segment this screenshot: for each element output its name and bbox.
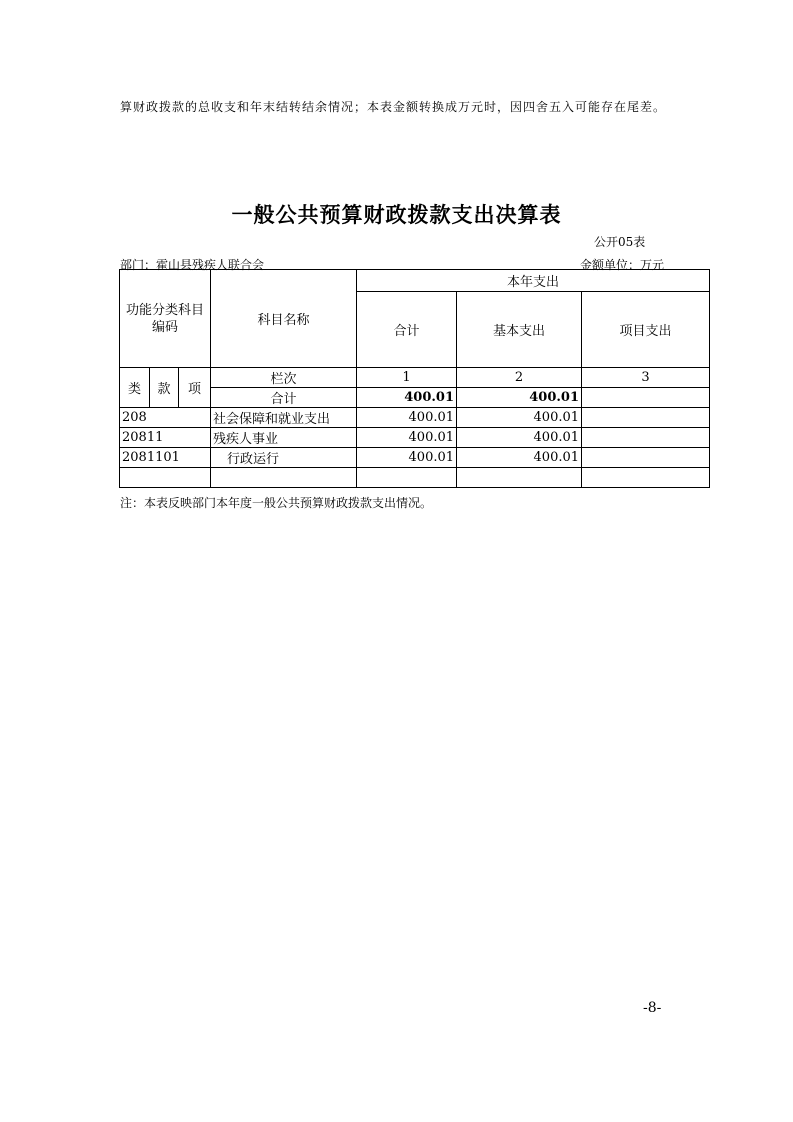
row-total: 400.01 <box>357 428 457 448</box>
row-basic: 400.01 <box>457 428 582 448</box>
row-project <box>582 448 710 468</box>
column-number-3: 3 <box>582 368 710 388</box>
column-number-2: 2 <box>457 368 582 388</box>
header-subject-name: 科目名称 <box>211 270 357 368</box>
form-number: 公开05表 <box>594 235 646 249</box>
header-lei: 类 <box>120 368 150 408</box>
total-label: 合计 <box>211 388 357 408</box>
total-basic-value: 400.01 <box>457 388 582 408</box>
column-number-1: 1 <box>357 368 457 388</box>
table-row <box>120 428 710 448</box>
row-name: 行政运行 <box>211 448 357 468</box>
header-basic: 基本支出 <box>457 292 582 368</box>
header-total: 合计 <box>357 292 457 368</box>
expenditure-table <box>119 269 710 488</box>
department-label: 部门：霍山县残疾人联合会 <box>120 258 265 272</box>
header-lanci: 栏次 <box>211 368 357 388</box>
table-footnote: 注：本表反映部门本年度一般公共预算财政拨款支出情况。 <box>120 496 433 510</box>
header-project: 项目支出 <box>582 292 710 368</box>
row-basic: 400.01 <box>457 408 582 428</box>
top-note: 算财政拨款的总收支和年末结转结余情况；本表金额转换成万元时，因四舍五入可能存在尾差。 <box>120 100 667 114</box>
row-total: 400.01 <box>357 408 457 428</box>
page-title: 一般公共预算财政拨款支出决算表 <box>231 203 562 227</box>
header-kuan: 款 <box>150 368 179 408</box>
row-basic: 400.01 <box>457 448 582 468</box>
row-code: 208 <box>120 408 211 428</box>
header-current-year: 本年支出 <box>357 270 710 292</box>
total-project-value <box>582 388 710 408</box>
row-project <box>582 408 710 428</box>
header-xiang: 项 <box>179 368 211 408</box>
table-row <box>120 448 710 468</box>
row-code: 20811 <box>120 428 211 448</box>
total-value: 400.01 <box>357 388 457 408</box>
row-code: 2081101 <box>120 448 211 468</box>
row-name: 社会保障和就业支出 <box>211 408 357 428</box>
row-name: 残疾人事业 <box>211 428 357 448</box>
table-row <box>120 408 710 428</box>
unit-label: 金额单位：万元 <box>580 258 665 272</box>
table-row-empty <box>120 468 710 488</box>
row-total: 400.01 <box>357 448 457 468</box>
row-project <box>582 428 710 448</box>
page-number: -8- <box>643 1000 662 1016</box>
header-function-code: 功能分类科目编码 <box>120 270 211 368</box>
